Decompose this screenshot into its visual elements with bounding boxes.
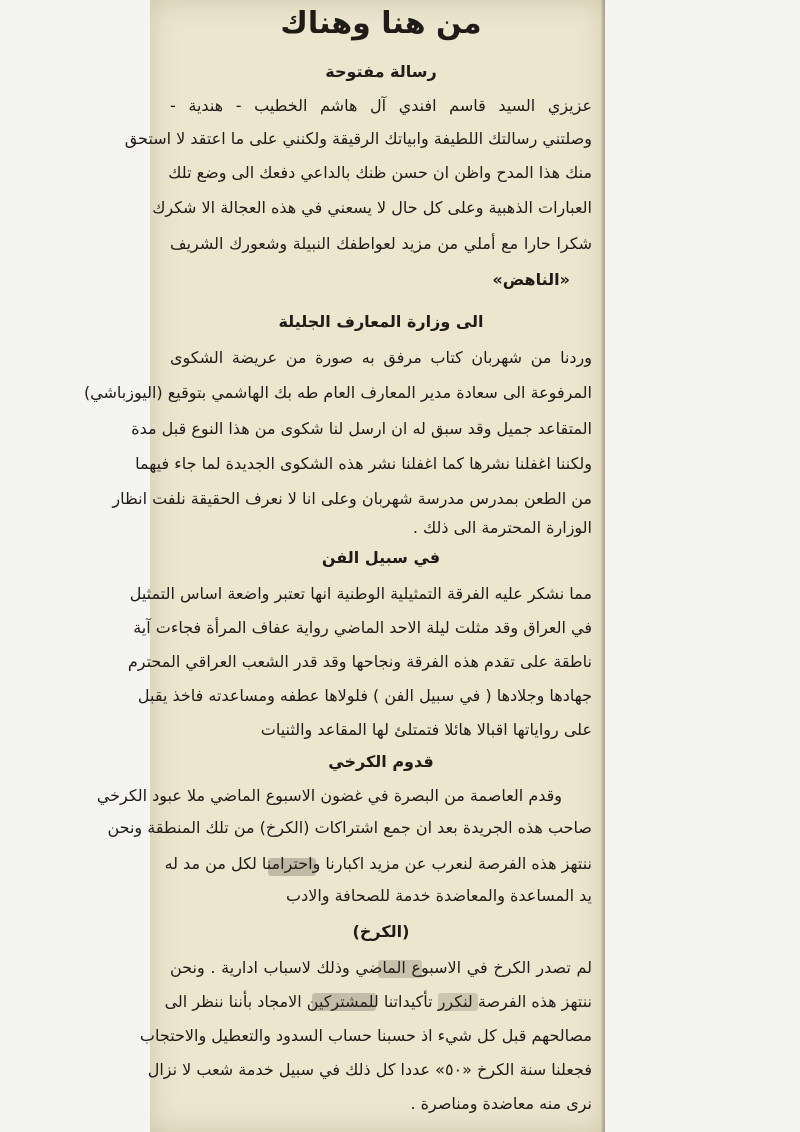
signature: «الناهض» <box>492 270 570 289</box>
ink-smudge <box>268 858 316 876</box>
text-line: وصلتني رسالتك اللطيفة وابياتك الرقيقة ولكنني على ما اعتقد لا استحق <box>124 129 592 148</box>
text-line: وقدم العاصمة من البصرة في غضون الاسبوع الماضي ملا عبود الكرخي <box>96 786 562 805</box>
section-heading-karkh: (الكرخ) <box>352 922 410 941</box>
text-line: من الطعن بمدرس مدرسة شهربان وعلى انا لا نعرف الحقيقة نلفت انظار <box>112 489 592 508</box>
text-line: نرى منه معاضدة ومناصرة . <box>410 1094 592 1113</box>
page-title: من هنا وهناك <box>280 6 482 41</box>
text-line: ناطقة على تقدم هذه الفرقة ونجاحها وقد قدر الشعب العراقي المحترم <box>127 652 592 671</box>
text-line: وردنا من شهربان كتاب مرفق به صورة من عريضة الشكوى <box>170 348 592 367</box>
text-line: المتقاعد جميل وقد سبق له ان ارسل لنا شكوى من هذا النوع قبل مدة <box>131 419 592 438</box>
ink-smudge <box>378 960 422 978</box>
text-line: على رواياتها اقبالا هائلا فتمتلئ لها المقاعد والثنيات <box>260 720 592 739</box>
text-line: شكرا حارا مع أملي من مزيد لعواطفك النبيلة وشعورك الشريف <box>170 234 592 253</box>
text-line: في العراق وقد مثلت ليلة الاحد الماضي رواية عفاف المرأة فجاءت آية <box>133 618 592 637</box>
text-line: صاحب هذه الجريدة بعد ان جمع اشتراكات (الكرخ) من تلك المنطقة ونحن <box>107 818 592 837</box>
text-line: الوزارة المحترمة الى ذلك . <box>412 518 592 537</box>
section-heading-art: في سبيل الفن <box>321 548 441 567</box>
text-line: منك هذا المدح واظن ان حسن ظنك بالداعي دفعك الى وضع تلك <box>168 163 592 182</box>
text-line: ولكننا اغفلنا نشرها كما اغفلنا نشر هذه الشكوى الجديدة لما جاء فيهما <box>135 454 592 473</box>
text-line: عزيزي السيد قاسم افندي آل هاشم الخطيب - هندية - <box>170 96 592 115</box>
text-line: مما نشكر عليه الفرقة التمثيلية الوطنية انها تعتبر واضعة اساس التمثيل <box>129 584 592 603</box>
text-line: فجعلنا سنة الكرخ «٥٠» عددا كل ذلك في سبيل خدمة شعب لا نزال <box>147 1060 592 1079</box>
section-heading-open-letter: رسالة مفتوحة <box>325 62 437 81</box>
text-line: العبارات الذهبية وعلى كل حال لا يسعني في هذه العجالة الا شكرك <box>152 198 592 217</box>
ink-smudge <box>438 993 478 1011</box>
section-heading-karkhi-arrival: قدوم الكرخي <box>328 752 434 771</box>
text-line: يد المساعدة والمعاضدة خدمة للصحافة والادب <box>286 886 592 905</box>
section-heading-ministry: الى وزارة المعارف الجليلة <box>278 312 484 331</box>
text-line: ننتهز هذه الفرصة لنكرر تأكيداتنا للمشتركين الامجاد بأننا ننظر الى <box>164 992 592 1011</box>
text-line: مصالحهم قبل كل شيء اذ حسبنا حساب السدود والتعطيل والاحتجاب <box>139 1026 592 1045</box>
text-line: لم تصدر الكرخ في الاسبوع الماضي وذلك لاسباب ادارية . ونحن <box>170 958 592 977</box>
ink-smudge <box>312 993 376 1011</box>
text-line: جهادها وجلادها ( في سبيل الفن ) فلولاها عطفه ومساعدته فاخذ يقبل <box>137 686 592 705</box>
text-line: ننتهز هذه الفرصة لنعرب عن مزيد اكبارنا واحترامنا لكل من مد له <box>164 854 592 873</box>
text-line: المرفوعة الى سعادة مدير المعارف العام طه بك الهاشمي بتوقيع (اليوزباشي) <box>83 383 592 402</box>
